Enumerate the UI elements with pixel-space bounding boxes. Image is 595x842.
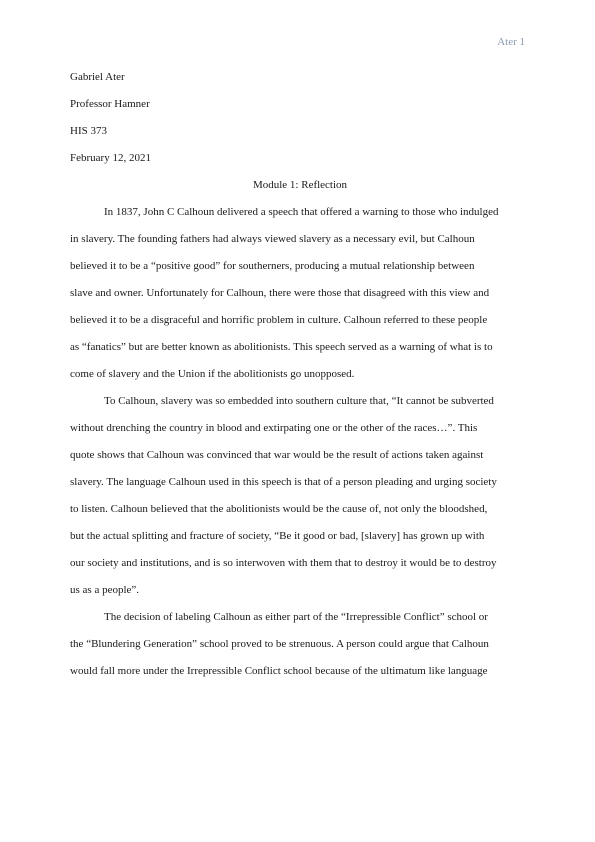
paragraph-line: slavery. The language Calhoun used in this speech is that of a person pleading and urging society (70, 476, 497, 488)
paragraph-line: The decision of labeling Calhoun as either part of the “Irrepressible Conflict” school or (104, 611, 488, 623)
paragraph-line: come of slavery and the Union if the abolitionists go unopposed. (70, 368, 355, 380)
paragraph-line: in slavery. The founding fathers had always viewed slavery as a necessary evil, but Calhoun (70, 233, 475, 245)
paragraph-line: us as a people”. (70, 584, 140, 596)
course-code: HIS 373 (70, 125, 107, 137)
document-title: Module 1: Reflection (252, 179, 348, 191)
professor-name: Professor Hamner (70, 98, 150, 110)
paragraph-line: our society and institutions, and is so interwoven with them that to destroy it would be to destroy (70, 557, 497, 569)
document-body (70, 64, 530, 685)
author-name: Gabriel Ater (70, 71, 125, 83)
document-date: February 12, 2021 (70, 152, 151, 164)
paragraph-line: as “fanatics” but are better known as abolitionists. This speech served as a warning of what is to (70, 341, 493, 353)
running-head: Ater 1 (497, 36, 525, 48)
paragraph-line: believed it to be a “positive good” for southerners, producing a mutual relationship between (70, 260, 475, 272)
paragraph-line: to listen. Calhoun believed that the abolitionists would be the cause of, not only the bloodshed, (70, 503, 488, 515)
paragraph-1 (70, 199, 530, 388)
paragraph-line: would fall more under the Irrepressible Conflict school because of the ultimatum like language (70, 665, 488, 677)
paragraph-line: quote shows that Calhoun was convinced that war would be the result of actions taken against (70, 449, 484, 461)
paragraph-line: slave and owner. Unfortunately for Calhoun, there were those that disagreed with this view and (70, 287, 490, 299)
paragraph-line: In 1837, John C Calhoun delivered a speech that offered a warning to those who indulged (104, 206, 499, 218)
paragraph-line: believed it to be a disgraceful and horrific problem in culture. Calhoun referred to these people (70, 314, 488, 326)
paragraph-line: but the actual splitting and fracture of society, “Be it good or bad, [slavery] has grown up with (70, 530, 485, 542)
paragraph-line: the “Blundering Generation” school proved to be strenuous. A person could argue that Calhoun (70, 638, 489, 650)
paragraph-3 (70, 604, 530, 685)
paragraph-line: without drenching the country in blood and extirpating one or the other of the races…”. This (70, 422, 478, 434)
paragraph-line: To Calhoun, slavery was so embedded into southern culture that, “It cannot be subverted (104, 395, 494, 407)
paragraph-2 (70, 388, 530, 604)
